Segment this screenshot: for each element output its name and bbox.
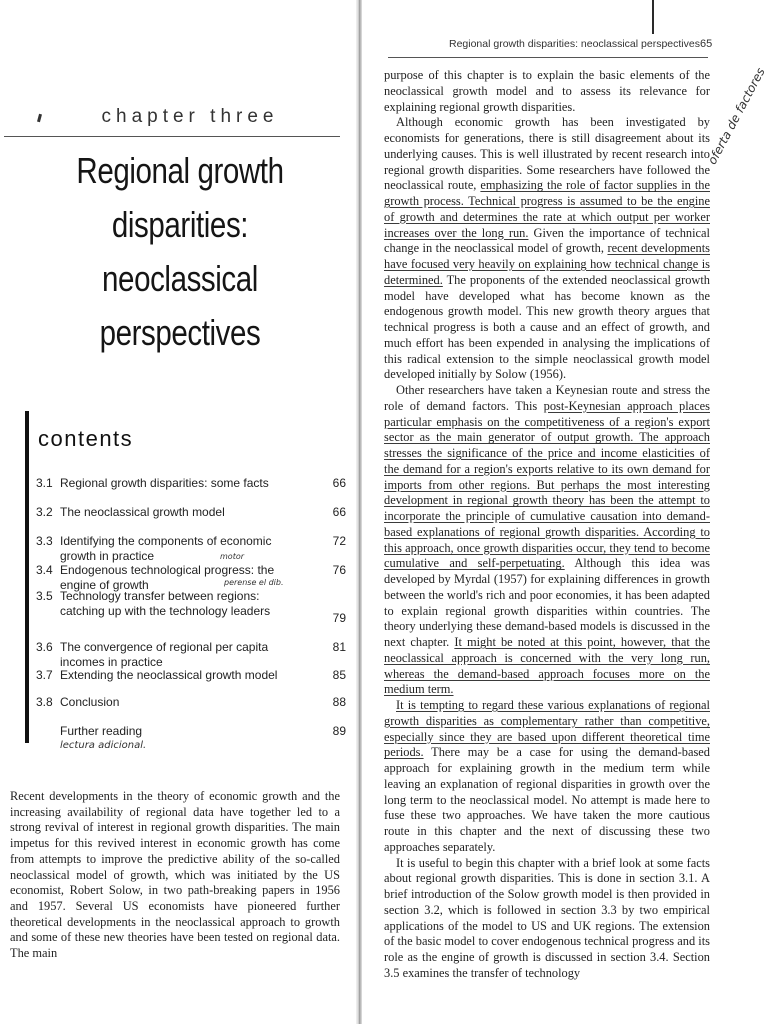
underlined-text: But perhaps the most interesting development in regional growth theory has been the attempt to incorporate the principle of cumulative causation into demand-based explanations of regional growth disparities. According to this approach, once growth disparities occur, they tend to become cumulative and self-perpetuating. xyxy=(384,477,710,571)
handwritten-note: motor xyxy=(220,552,245,561)
toc-title: Regional growth disparities: some facts xyxy=(60,476,269,490)
chapter-title-line: disparities: neoclassical xyxy=(102,204,258,299)
toc-title: Extending the neoclassical growth model xyxy=(60,668,278,682)
underlined-text: recent developments have focused very heavily on explaining how technical change is determined. xyxy=(384,241,710,287)
paragraph: It is tempting to regard these various explanations of regional growth disparities as complementary rather than competitive, especially since they are based upon different theoretical time periods. There may be a case for using the demand-based approach for explaining growth in the medium term while leaving an explanation of regional disparities in growth over the long term to the neoclassical model. No attempt is made here to fuse these two approaches. We have taken the more cautious route in this chapter and the next of discussing these two approaches separately. xyxy=(384,698,710,854)
toc-page: 88 xyxy=(332,695,346,709)
toc-number: 3.3 xyxy=(36,534,53,548)
toc-page: 85 xyxy=(332,668,346,682)
gutter-mark xyxy=(652,0,654,34)
toc-number: 3.6 xyxy=(36,640,53,654)
toc-page: 89 xyxy=(332,724,346,738)
underlined-text: emphasizing the role of factor supplies in the growth process. Technical progress is assumed to be the engine of growth and determines the rate at which output per worker increases over the long run. xyxy=(384,178,710,240)
toc-page: 81 xyxy=(332,640,346,654)
paragraph: Other researchers have taken a Keynesian route and stress the role of demand factors. This post-Keynesian approach places particular emphasis on the competitiveness of a region's export sector as the main generator of output growth. The approach stresses the significance of the price and income elasticities of the demand for a region's exports relative to its own demand for imports from other regions. But perhaps the most interesting development in regional growth theory has been the attempt to incorporate the principle of cumulative causation into demand-based explanations of regional growth disparities. According to this approach, once growth disparities occur, they tend to become cumulative and self-perpetuating. Although this idea was developed by Myrdal (1957) for explaining differences in growth between the world's rich and poor economies, it has been adapted to explain regional growth disparities within countries. The theory underlying these demand-based models is discussed in the next chapter. It might be noted at this point, however, that the neoclassical approach is concerned with the very long run, whereas the demand-based approach focuses more on the medium term. xyxy=(384,383,711,697)
contents-bar xyxy=(25,411,29,743)
toc-page: 66 xyxy=(332,505,346,519)
chapter-title-line: Regional growth xyxy=(76,150,284,191)
running-head: Regional growth disparities: neoclassical perspectives xyxy=(449,38,700,50)
left-body-text: Recent developments in the theory of economic growth and the increasing availability of regional data have together led to a strong revival of interest in regional growth disparities. The main impetus for this revived interest in economic growth has come from attempts to improve the predictive ability of the so-called neoclassical model of growth, which was initiated by the US economist, Robert Solow, in two path-breaking papers in 1956 and 1957. Several US economists have pioneered further theoretical developments in the neoclassical approach to growth and some of these new theories have been tested on regional data. The main xyxy=(10,789,340,961)
toc-number: 3.8 xyxy=(36,695,53,709)
handwritten-note: lectura adicional. xyxy=(60,740,147,751)
chapter-title xyxy=(41,144,320,360)
toc-title: The neoclassical growth model xyxy=(60,505,225,519)
toc-number: 3.2 xyxy=(36,505,53,519)
bullet-mark xyxy=(37,114,42,123)
toc-page: 72 xyxy=(332,534,346,548)
page-number: 65 xyxy=(700,38,713,50)
right-body-text xyxy=(384,68,710,982)
handwritten-margin-note: oferta de factores xyxy=(704,65,768,167)
chapter-title-line: perspectives xyxy=(99,312,261,353)
underlined-text: It might be noted at this point, however, that the neoclassical approach is concerned with the very long run, whereas the demand-based approach focuses more on the medium term. xyxy=(384,635,710,697)
paragraph: Although economic growth has been investigated by economists for generations, there is still disagreement about its underlying causes. This is well illustrated by recent research into regional growth disparities. Some researchers have followed the neoclassical route, emphasizing the role of factor supplies in the growth process. Technical progress is assumed to be the engine of growth and determines the rate at which output per worker increases over the long run. Given the importance of technical change in the neoclassical model of growth, recent developments have focused very heavily on explaining how technical change is determined. The proponents of the extended neoclassical growth model have developed what has become known as the endogenous growth model. This new growth theory argues that technical progress is both a cause and an effect of growth, and much effort has been expended in analysing the implications of this radical extension to the simple neoclassical growth model developed initially by Solow (1956). xyxy=(384,115,710,382)
handwritten-note: perense el dib. xyxy=(224,578,284,587)
toc-title: Conclusion xyxy=(60,695,120,709)
toc-title: Technology transfer between regions: catching up with the technology leaders xyxy=(60,589,271,618)
left-page xyxy=(0,0,358,1024)
toc-page: 66 xyxy=(332,476,346,490)
header-rule xyxy=(388,57,708,58)
chapter-rule xyxy=(4,136,340,137)
paragraph: purpose of this chapter is to explain the basic elements of the neoclassical growth model and to assess its relevance for explaining regional growth disparities. xyxy=(384,68,710,114)
book-gutter xyxy=(356,0,362,1024)
toc-page: 79 xyxy=(332,611,346,625)
toc-title: The convergence of regional per capita incomes in practice xyxy=(60,640,269,669)
contents-heading: contents xyxy=(38,426,134,451)
toc-page: 76 xyxy=(332,563,346,577)
chapter-label: chapter three xyxy=(40,106,340,128)
underlined-text: It is tempting to regard these various explanations of regional growth disparities as complementary rather than competitive, especially since they are based upon different theoretical time periods. xyxy=(384,698,710,760)
paragraph: It is useful to begin this chapter with a brief look at some facts about regional growth disparities. This is done in section 3.1. A brief introduction of the Solow growth model is then provided in section 3.2, which is followed in section 3.3 by two empirical applications of the model to US and UK regions. The extension of the basic model to cover endogenous technical progress and its role as the engine of growth is discussed in section 3.4. Section 3.5 examines the transfer of technology xyxy=(384,855,710,980)
toc-title: Endogenous technological progress: the engine of growth xyxy=(60,563,275,592)
toc-number: 3.7 xyxy=(36,668,53,682)
toc-number: 3.5 xyxy=(36,589,53,603)
toc-title: Identifying the components of economic growth in practice xyxy=(60,534,272,563)
toc-title: Further reading xyxy=(60,724,143,738)
toc-number: 3.4 xyxy=(36,563,53,577)
underlined-text: post-Keynesian approach places particular emphasis on the competitiveness of a region's export sector as the main generator of output growth. The approach stresses the significance of the price and income elasticities of the demand for a region's exports relative to its own demand for imports from other regions. xyxy=(384,398,710,492)
toc-number: 3.1 xyxy=(36,476,53,490)
